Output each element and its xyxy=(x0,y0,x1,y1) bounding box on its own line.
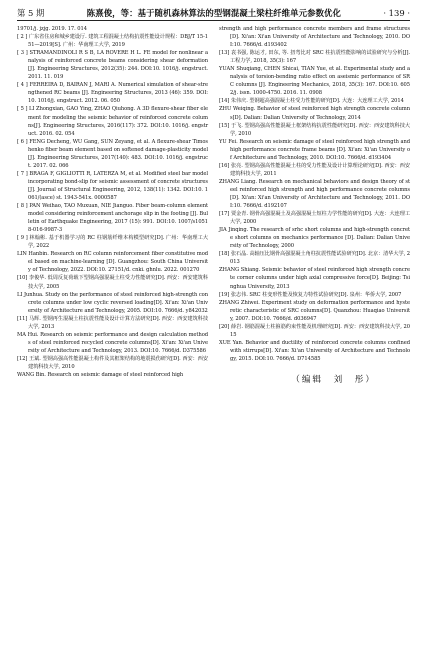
reference-entry: [15] 于飞. 型钢高强高性能混凝土框架结构抗震性能研究[D]. 西安：西安建筑科技大学, 2010 xyxy=(219,122,410,137)
reference-entry: [ 5 ] LI Zhongxian, GAO Ying, ZHAO Qiuhong. A 3D flexure-shear fiber element for modeling the seismic behavior of reinforced concrete columns[J]. Engineering Structures, 2016(117): 372. DOI:10. 1016/j. engstruct. 2016. 02. 054 xyxy=(17,106,208,137)
reference-entry: [18] 张石晶. 高轴压比钢骨高强混凝土角柱抗震性能试验研究[D]. 北京：清华大学, 2013 xyxy=(219,251,410,266)
reference-entry: [ 3 ] STRAMANDINOLI R S B, LA ROVERE H L. FE model for nonlinear analysis of reinforced concrete beams considering shear deformation[J]. Engineering Structures, 2012(35): 244. DOI:10. 1016/j. engstruct. 2011. 11. 019 xyxy=(17,50,208,81)
reference-entry: [19] 张志伟. SRC 柱变形性能及恢复力特性试验研究[D]. 泉州：华侨大学, 2007 xyxy=(219,291,402,298)
header-rule xyxy=(17,20,410,21)
references-columns xyxy=(17,25,410,385)
reference-entry: [ 8 ] PAN Weihao, TAO Muxuan, NIE Jianguo. Fiber beam-column element model considering reinforcement anchorage slip in the footing [J]. Bulletin of Earthquake Engineering, 2017 (15): 991. DOI:10. 1007/s10518-016-9987-3 xyxy=(17,203,208,234)
reference-entry: [20] 薛岩. 钢筋混凝土柱箍筋约束性能及机理研究[D]. 西安：西安建筑科技大学, 2015 xyxy=(219,323,410,338)
editor-note: （编辑 刘 彤） xyxy=(291,374,376,385)
reference-entry: strength and high performance concrete members and frame structures[D]. Xi'an: Xi'an University of Architecture and Technology, 2010. DOI:10. 7666/d. d193402 xyxy=(219,26,410,49)
issue-number: 第 5 期 xyxy=(17,8,45,18)
running-header xyxy=(17,7,410,20)
reference-entry: WANG Bin. Research on seismic damage of steel reinforced high xyxy=(17,372,184,379)
reference-entry: ZHANG Shiang. Seismic behavior of steel reinforced high strength concrete corner columns under high axial compressive force[D]. Beijing: Tsinghua University, 2013 xyxy=(219,267,410,290)
reference-entry: [17] 贾金青. 钢骨高强混凝土及高强混凝土短柱力学性能的研究[D]. 大连：大连理工大学, 2000 xyxy=(219,211,410,226)
reference-entry: [10] 李俊华. 低周反复荷载下型钢高强混凝土柱受力性能研究[D]. 西安：西安建筑科技大学, 2005 xyxy=(17,275,208,290)
reference-entry: ZHU Weiqing. Behavior of steel reinforced high strength concrete columns[D]. Dalian: Dalian University of Technology, 2014 xyxy=(219,106,410,121)
reference-entry: MA Hui. Research on seismic performance and design calculation methods of steel reinforced recycled concrete columns[D]. Xi'an: Xi'an University of Architecture and Technology, 2013. DOI:10. 7666/d. D375586 xyxy=(17,331,208,354)
reference-entry: ZHANG Liang. Research on mechanical behaviors and design theory of steel reinforced high strength and high performance concrete columns[D]. Xi'an: Xi'an University of Architecture and Technology, 2011. DOI:10. 7666/d. d192107 xyxy=(219,178,410,210)
reference-entry: LI Junhua. Study on the performance of steel reinforced high-strength concrete columns under low cyclic reversed loading[D]. Xi'an: Xi'an University of Architecture and Technology, 2005. DOI:10. 7666/d. y842032 xyxy=(17,291,208,314)
reference-entry: [12] 王斌. 型钢高强高性能混凝土构件及其框架结构的地震损伤研究[D]. 西安：西安建筑科技大学, 2010 xyxy=(17,355,208,370)
reference-entry: YU Fei. Research on seismic damage of steel reinforced high strength and high performance concrete frame beams [D]. Xi'an: Xi'an University of Architecture and Technology, 2010. DOI:10. 7666/d. d193404 xyxy=(219,138,410,161)
reference-entry: [16] 张亮. 型钢高强高性能混凝土柱的受力性能及设计计算理论研究[D]. 西安：西安建筑科技大学, 2011 xyxy=(219,162,410,177)
reference-entry: 19701/j. jzjg. 2019. 17. 014 xyxy=(17,26,87,32)
reference-entry: ZHANG Zhiwei. Experiment study on deformation performance and hysteretic characteristic of SRC columns[D]. Quanzhou: Huaqiao University, 2007. DOI:10. 7666/d. d036947 xyxy=(219,299,410,322)
reference-entry: XUE Yan. Behavior and ductility of reinforced concrete columns confined with stirrups[D]. Xi'an: Xi'an University of Architecture and Technology, 2015. DOI:10. 7666/d. D714585 xyxy=(219,339,410,362)
reference-entry: [ 4 ] FERREIRA D, BAIRAN J, MARI A. Numerical simulation of shear-strengthened RC beams [J]. Engineering Structures, 2013 (46): 359. DOI:10. 1016/j. engstruct. 2012. 06. 050 xyxy=(17,82,208,105)
reference-entry: [14] 朱伟庆. 型钢超高强混凝土柱受力性能的研究[D]. 大连：大连理工大学, 2014 xyxy=(219,98,404,105)
reference-entry: [13] 袁书强, 陈运才, 田东, 等. 扭弯比对 SRC 柱抗震性能影响的试验研究与分析[J]. 工程力学, 2018, 35(3): 167 xyxy=(219,50,410,65)
references-right-column xyxy=(219,25,410,385)
reference-entry: LIN Hanbin. Research on RC column reinforcement fiber constitutive model based on machine-learning [D]. Guangzhou: South China University of Technology, 2022. DOI:10. 27151/d. cnki. ghnlu. 2022. 001270 xyxy=(17,251,208,274)
reference-entry: YUAN Shuqiang, CHEN Shicai, TIAN Yue, et al. Experimental study and analysis of torsion-bending ratio effect on aseismic performance of SRC columns [J]. Engineering Mechanics, 2018, 35(3): 167. DOI:10. 6052/j. issn. 1000-4750. 2016. 11. 0908 xyxy=(219,66,410,97)
reference-entry: [ 2 ] 广东省住房和城乡建设厅. 建筑工程混凝土结构抗震性能设计规程：DBJ/T 15-151—2019[S]. 广州：华南理工大学, 2019 xyxy=(17,34,208,49)
references-left-column xyxy=(17,25,208,385)
reference-entry: [ 6 ] FENG Decheng, WU Gang, SUN Zeyang, et al. A flexure-shear Timoshenko fiber beam element based on softened damage-plasticity model[J]. Engineering Structures, 2017(140): 483. DOI:10. 1016/j. engstruct. 2017. 02. 066 xyxy=(17,138,208,169)
reference-entry: JIA Jinqing. The research of srhc short columns and high-strength concrete short columns on mechanics performance [D]. Dalian: Dalian University of Technology, 2000 xyxy=(219,227,410,250)
running-title: 陈熹俊，等：基于随机森林算法的型钢混凝土梁柱纤维单元参数优化 xyxy=(86,8,341,18)
reference-entry: [ 7 ] BRAGA F, GIGLIOTTI R, LATERZA M, et al. Modified steel bar model incorporating bond-slip for seismic assessment of concrete structures[J]. Journal of Structural Engineering, 2012, 138(11): 1342. DOI:10. 1061/(asce) st. 1943-541x. 0000587 xyxy=(17,170,208,201)
page-number: · 139 · xyxy=(383,8,410,18)
reference-entry: [ 9 ] 林翰彬. 基于机器学习的 RC 柱钢筋纤维本构模型研究[D]. 广州：华南理工大学, 2022 xyxy=(17,235,208,250)
reference-entry: [11] 马辉. 型钢再生混凝土柱抗震性能及设计计算方法研究[D]. 西安：西安建筑科技大学, 2013 xyxy=(17,315,208,330)
